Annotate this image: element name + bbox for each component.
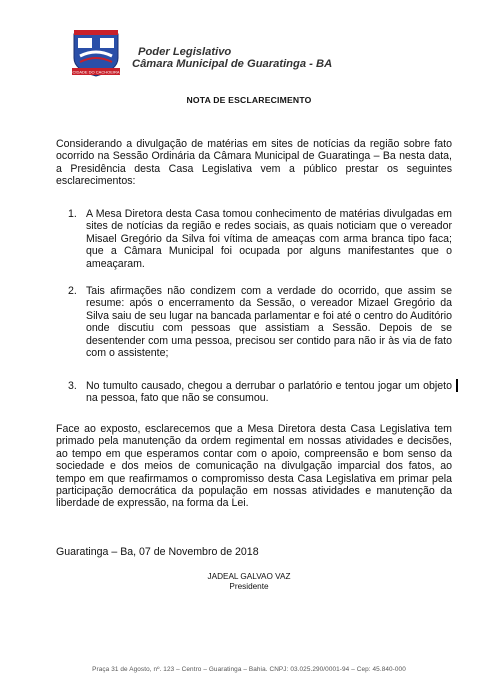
list-item-text: No tumulto causado, chegou a derrubar o parlatório e tentou jogar um objeto na pessoa, fato que não se consumou. bbox=[86, 380, 452, 405]
signature-block bbox=[0, 572, 498, 592]
header-line-2: Câmara Municipal de Guaratinga - BA bbox=[132, 58, 333, 70]
crest-caption: CIDADE DO CACHOEIRA bbox=[72, 69, 120, 75]
document-title: NOTA DE ESCLARECIMENTO bbox=[186, 95, 312, 105]
intro-paragraph: Considerando a divulgação de matérias em sites de notícias da região sobre fato ocorrido na Sessão Ordinária da Câmara Municipal de Guaratinga – Ba nesta data, a Presidência desta Casa Legislativa vem a público prestar os seguintes esclarecimentos: bbox=[56, 138, 452, 188]
signer-role: Presidente bbox=[229, 582, 269, 591]
header-line-1: Poder Legislativo bbox=[138, 46, 232, 58]
list-item-number: 3. bbox=[68, 380, 77, 392]
list-item-number: 2. bbox=[68, 285, 77, 297]
dateline: Guaratinga – Ba, 07 de Novembro de 2018 bbox=[56, 546, 259, 558]
list-item-text: A Mesa Diretora desta Casa tomou conhecimento de matérias divulgadas em sites de notícias da região e redes sociais, as quais noticiam que o vereador Misael Gregório da Silva foi vítima de ameaças com arma branca tipo faca; que a Câmara Municipal foi ocupada por alguns manifestantes que o ameaçaram. bbox=[86, 208, 452, 270]
page-footer-address: Praça 31 de Agosto, nº. 123 – Centro – Guaratinga – Bahia. CNPJ: 03.025.290/0001-94 – Cep: 45.840-000 bbox=[92, 666, 406, 673]
list-item-text: Tais afirmações não condizem com a verdade do ocorrido, que assim se resume: após o encerramento da Sessão, o vereador Mizael Gregório da Silva saiu de seu lugar na bancada parlamentar e foi até o centro do Auditório onde discutiu com pessoas que assistiam a Sessão. Depois de se desentender com uma pessoa, precisou ser contido para não ir às via de fato com o assistente; bbox=[86, 285, 452, 360]
closing-paragraph: Face ao exposto, esclarecemos que a Mesa Diretora desta Casa Legislativa tem primado pela manutenção da ordem regimental em nossas atividades e decisões, ao tempo em que esperamos contar com o apoio, compreensão e bom senso da sociedade e dos meios de comunicação na divulgação imparcial dos fatos, ao tempo em que reafirmamos o compromisso desta Casa Legislativa em primar pela participação democrática da população em nossas atividades e manutenção da liberdade de expressão, na forma da Lei. bbox=[56, 423, 452, 510]
municipal-crest-logo bbox=[68, 26, 124, 78]
signer-name: JADEAL GALVAO VAZ bbox=[207, 572, 291, 581]
list-item-number: 1. bbox=[68, 208, 77, 220]
text-cursor bbox=[456, 379, 458, 392]
document-header bbox=[132, 46, 332, 70]
